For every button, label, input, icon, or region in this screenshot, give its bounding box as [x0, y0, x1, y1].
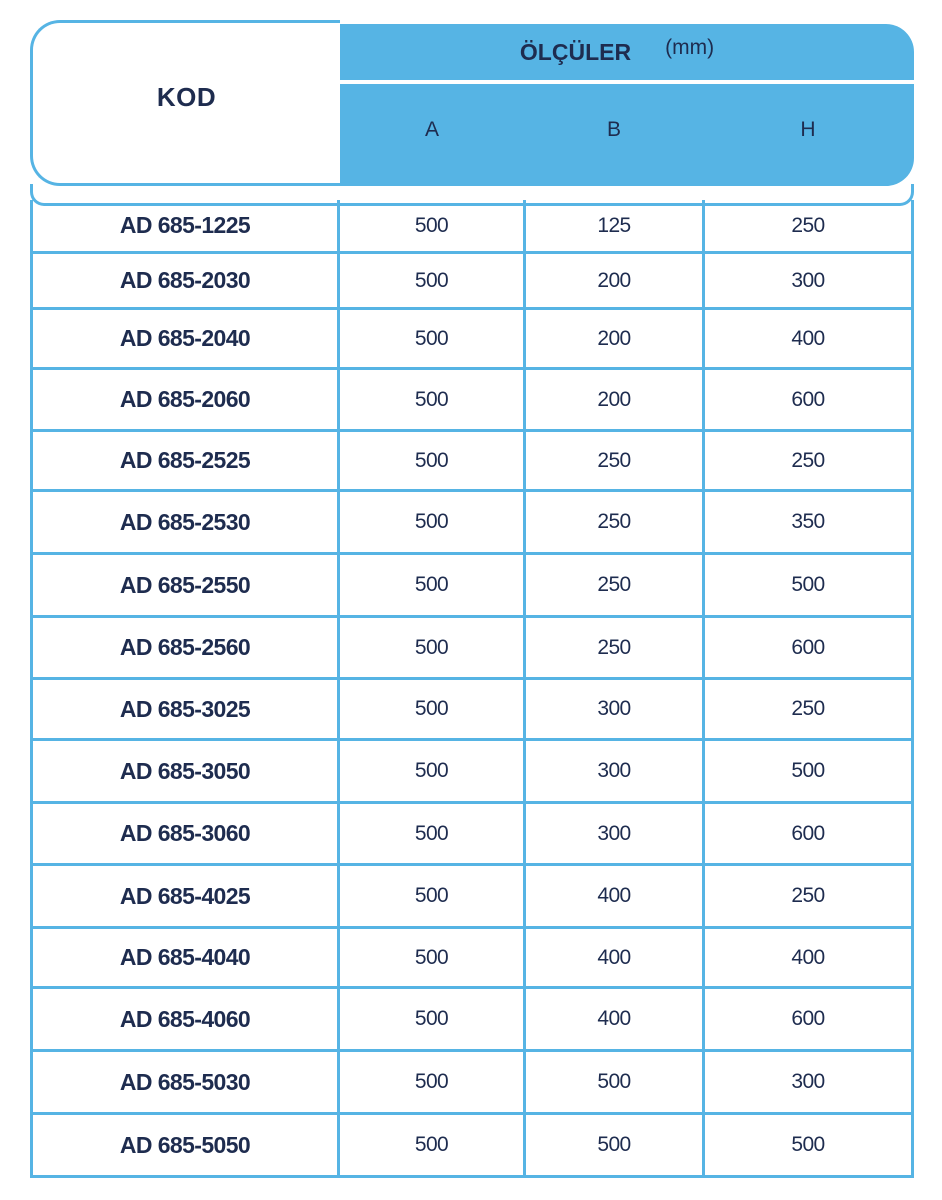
b-cell: 400	[523, 929, 705, 989]
b-cell: 250	[523, 555, 705, 618]
code-cell: AD 685-3050	[30, 741, 340, 804]
code-cell: AD 685-2530	[30, 492, 340, 555]
a-cell: 500	[337, 741, 526, 804]
a-cell: 500	[337, 200, 526, 254]
h-cell: 350	[702, 492, 914, 555]
code-cell: AD 685-2030	[30, 254, 340, 310]
code-cell: AD 685-1225	[30, 200, 340, 254]
b-cell: 300	[523, 741, 705, 804]
h-cell: 600	[702, 618, 914, 680]
b-cell: 300	[523, 680, 705, 741]
h-cell: 300	[702, 1052, 914, 1115]
a-cell: 500	[337, 254, 526, 310]
code-cell: AD 685-5030	[30, 1052, 340, 1115]
a-cell: 500	[337, 680, 526, 741]
h-cell: 250	[702, 680, 914, 741]
h-cell: 400	[702, 310, 914, 370]
b-cell: 250	[523, 432, 705, 492]
code-cell: AD 685-2550	[30, 555, 340, 618]
a-cell: 500	[337, 1052, 526, 1115]
code-cell: AD 685-4060	[30, 989, 340, 1052]
a-cell: 500	[337, 929, 526, 989]
a-cell: 500	[337, 1115, 526, 1178]
a-cell: 500	[337, 555, 526, 618]
h-cell: 250	[702, 200, 914, 254]
b-cell: 250	[523, 618, 705, 680]
table-row	[30, 200, 914, 254]
table-row	[30, 310, 914, 370]
b-cell: 200	[523, 370, 705, 432]
col-b-header: B	[606, 118, 622, 141]
code-cell: AD 685-3060	[30, 804, 340, 866]
unit-label: (mm)	[665, 36, 715, 59]
a-cell: 500	[337, 989, 526, 1052]
table-row	[30, 741, 914, 804]
col-a-header: A	[424, 118, 440, 141]
h-cell: 600	[702, 370, 914, 432]
a-cell: 500	[337, 310, 526, 370]
table-row	[30, 618, 914, 680]
code-cell: AD 685-4040	[30, 929, 340, 989]
a-cell: 500	[337, 432, 526, 492]
b-cell: 400	[523, 989, 705, 1052]
table-row	[30, 929, 914, 989]
h-cell: 500	[702, 1115, 914, 1178]
table-row	[30, 989, 914, 1052]
code-cell: AD 685-3025	[30, 680, 340, 741]
h-cell: 500	[702, 741, 914, 804]
b-cell: 500	[523, 1115, 705, 1178]
h-cell: 300	[702, 254, 914, 310]
a-cell: 500	[337, 866, 526, 929]
code-cell: AD 685-5050	[30, 1115, 340, 1178]
b-cell: 200	[523, 310, 705, 370]
table-row	[30, 1052, 914, 1115]
table-row	[30, 492, 914, 555]
h-cell: 250	[702, 432, 914, 492]
b-cell: 125	[523, 200, 705, 254]
table-row	[30, 432, 914, 492]
table-row	[30, 254, 914, 310]
olculer-header	[340, 24, 914, 80]
table-row	[30, 370, 914, 432]
dimension-columns-header	[340, 84, 914, 186]
table-row	[30, 555, 914, 618]
table-row	[30, 1115, 914, 1178]
a-cell: 500	[337, 492, 526, 555]
a-cell: 500	[337, 618, 526, 680]
code-cell: AD 685-2060	[30, 370, 340, 432]
b-cell: 300	[523, 804, 705, 866]
h-cell: 600	[702, 804, 914, 866]
h-cell: 400	[702, 929, 914, 989]
table-row	[30, 680, 914, 741]
code-cell: AD 685-2525	[30, 432, 340, 492]
code-cell: AD 685-2560	[30, 618, 340, 680]
b-cell: 200	[523, 254, 705, 310]
a-cell: 500	[337, 804, 526, 866]
code-cell: AD 685-4025	[30, 866, 340, 929]
code-cell: AD 685-2040	[30, 310, 340, 370]
dimensions-table	[30, 200, 914, 1178]
table-row	[30, 866, 914, 929]
h-cell: 500	[702, 555, 914, 618]
col-h-header: H	[800, 118, 816, 141]
kod-header-cell	[30, 20, 340, 186]
h-cell: 250	[702, 866, 914, 929]
olculer-header-label: ÖLÇÜLER	[519, 38, 632, 65]
kod-header-label: KOD	[156, 81, 217, 112]
a-cell: 500	[337, 370, 526, 432]
h-cell: 600	[702, 989, 914, 1052]
b-cell: 400	[523, 866, 705, 929]
b-cell: 250	[523, 492, 705, 555]
b-cell: 500	[523, 1052, 705, 1115]
table-row	[30, 804, 914, 866]
